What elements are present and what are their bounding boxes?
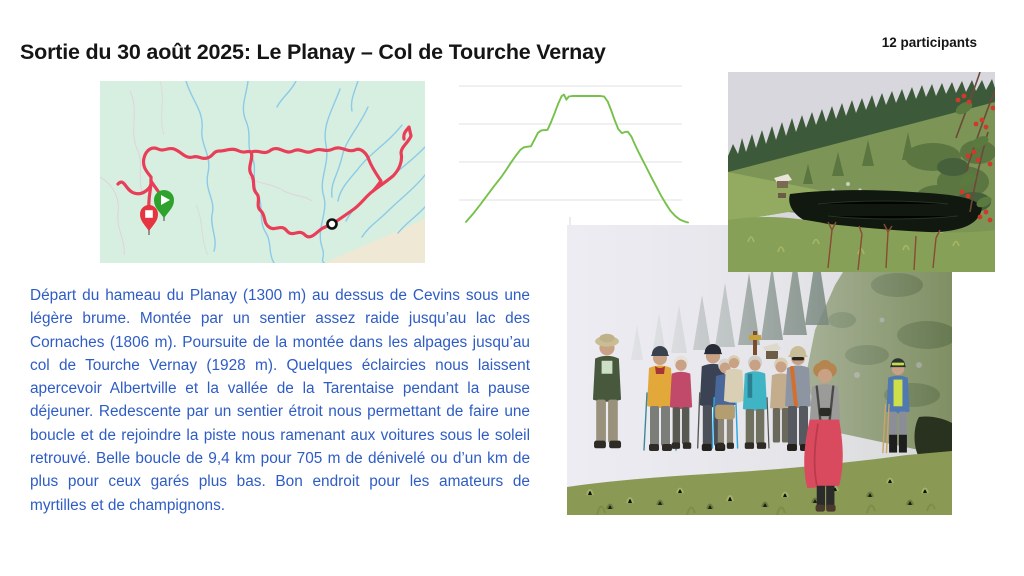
route-map-image bbox=[100, 81, 425, 263]
participants-count: 12 participants bbox=[881, 35, 977, 50]
route-map bbox=[100, 81, 425, 263]
waypoint-marker-icon bbox=[328, 220, 337, 229]
trip-description: Départ du hameau du Planay (1300 m) au dessus de Cevins sous une légère brume. Montée par un sentier assez raide jusqu’au lac des Cornaches (1806 m). Poursuite de la montée dans les alpages jusqu’au col de Tourche Vernay (1928 m). Quelques éclaircies nous laissent apercevoir Albertville et la vallée de la Tarentaise pendant la pause déjeuner. Redescente par un sentier étroit nous permettant de faire une boucle et de rejoindre la piste nous ramenant aux voitures sous le soleil retrouvé. Belle boucle de 9,4 km pour 705 m de dénivelé ou d’un km de plus pour ceux garés plus bas. Bon endroit pour les amateurs de myrtilles et de champignons. bbox=[30, 287, 530, 514]
photo-lake-image bbox=[728, 72, 995, 272]
elevation-profile-chart bbox=[458, 80, 695, 228]
photo-lake bbox=[728, 72, 995, 272]
elevation-line bbox=[466, 95, 688, 223]
page-title: Sortie du 30 août 2025: Le Planay – Col de Tourche Vernay bbox=[20, 40, 606, 65]
elevation-profile-plot bbox=[458, 80, 695, 228]
chart-gridlines bbox=[459, 86, 682, 200]
